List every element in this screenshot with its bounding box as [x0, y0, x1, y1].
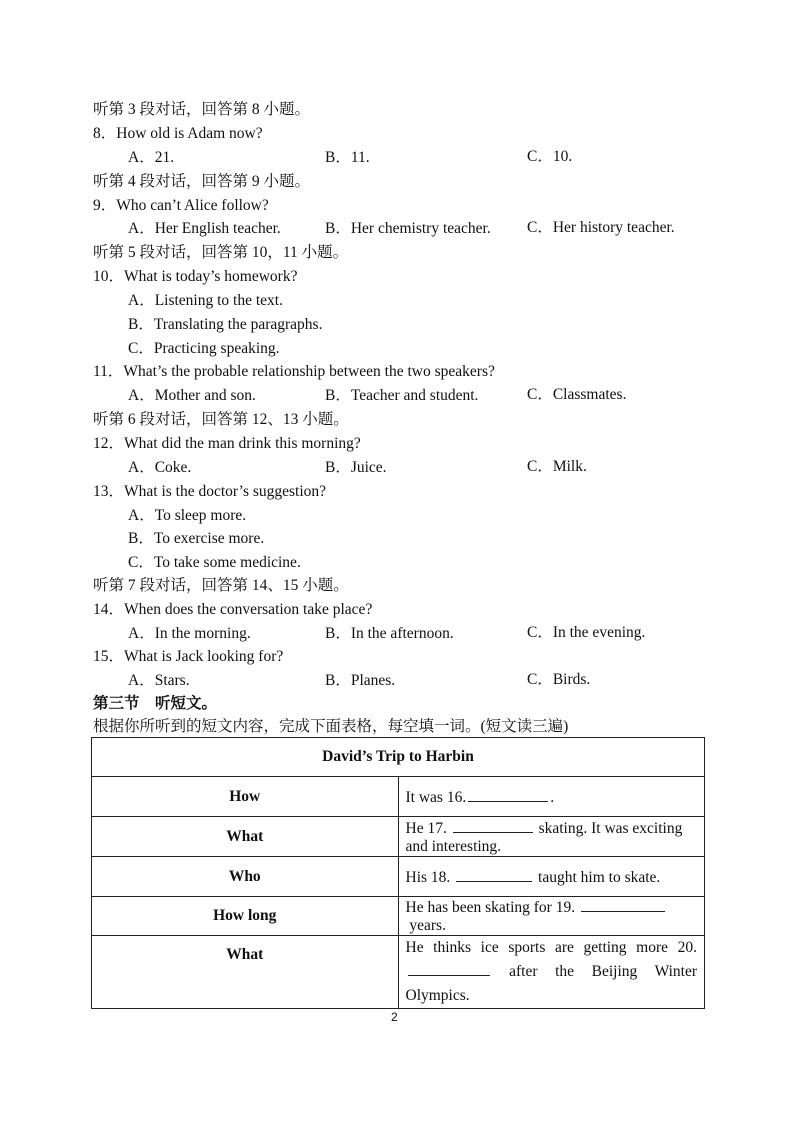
row-content: [398, 817, 705, 857]
row-label: Who: [92, 857, 399, 897]
q15-option-b: B．Planes.: [325, 672, 396, 689]
question-13: 13．What is the doctor’s suggestion?: [93, 483, 327, 500]
q12-option-a: A．Coke.: [128, 459, 192, 476]
row-content: [398, 777, 705, 817]
table-row: [92, 897, 705, 936]
answer-blank-16[interactable]: [468, 787, 548, 802]
q11-option-c: C．Classmates.: [527, 386, 627, 403]
question-15: 15．What is Jack looking for?: [93, 648, 284, 665]
dialogue-7-instruction: 听第 7 段对话，回答第 14、15 小题。: [93, 577, 349, 594]
row-label: How long: [92, 897, 399, 936]
row-content: [398, 897, 705, 936]
page-number: 2: [391, 1010, 398, 1024]
question-9: 9．Who can’t Alice follow?: [93, 197, 269, 214]
q14-option-b: B．In the afternoon.: [325, 625, 454, 642]
q10-option-c: C．Practicing speaking.: [128, 340, 280, 357]
dialogue-3-instruction: 听第 3 段对话，回答第 8 小题。: [93, 101, 311, 118]
q8-option-c: C．10.: [527, 148, 573, 165]
row-text-before: He thinks ice sports are getting more 20.: [405, 939, 697, 956]
q9-option-b: B．Her chemistry teacher.: [325, 220, 491, 237]
answer-blank-17[interactable]: [453, 818, 533, 833]
row-content: [398, 857, 705, 897]
table-row: [92, 857, 705, 897]
q14-option-c: C．In the evening.: [527, 624, 646, 641]
row-text-after: years.: [409, 917, 446, 934]
dialogue-4-instruction: 听第 4 段对话，回答第 9 小题。: [93, 173, 311, 190]
table-title: David’s Trip to Harbin: [92, 738, 705, 777]
row-text-after: after the Beijing Winter Olympics.: [405, 963, 697, 1004]
q15-option-a: A．Stars.: [128, 672, 190, 689]
q9-option-a: A．Her English teacher.: [128, 220, 281, 237]
q13-option-b: B．To exercise more.: [128, 530, 265, 547]
question-12: 12．What did the man drink this morning?: [93, 435, 361, 452]
q12-option-b: B．Juice.: [325, 459, 387, 476]
question-8: 8．How old is Adam now?: [93, 125, 263, 142]
question-14: 14．When does the conversation take place?: [93, 601, 373, 618]
q13-option-a: A．To sleep more.: [128, 507, 247, 524]
q14-option-a: A．In the morning.: [128, 625, 251, 642]
row-text-before: He has been skating for 19.: [405, 899, 576, 916]
table-row: [92, 817, 705, 857]
q8-option-b: B．11.: [325, 149, 370, 166]
q13-option-c: C．To take some medicine.: [128, 554, 301, 571]
q12-option-c: C．Milk.: [527, 458, 587, 475]
table-row: [92, 936, 705, 1009]
section-3-instructions: 根据你所听到的短文内容，完成下面表格，每空填一词。(短文读三遍): [93, 718, 569, 735]
q9-option-c: C．Her history teacher.: [527, 219, 675, 236]
answer-blank-20[interactable]: [408, 961, 490, 976]
row-text-after: skating. It was exciting and interesting.: [405, 819, 683, 855]
row-text-after: taught him to skate.: [538, 868, 661, 886]
trip-table: [91, 737, 705, 1009]
row-text-before: He 17.: [405, 819, 447, 837]
row-text-before: His 18.: [405, 868, 451, 886]
dialogue-6-instruction: 听第 6 段对话，回答第 12、13 小题。: [93, 411, 349, 428]
row-content: [398, 936, 705, 1009]
q8-option-a: A．21.: [128, 149, 175, 166]
table-row: [92, 777, 705, 817]
answer-blank-19[interactable]: [581, 897, 665, 912]
answer-blank-18[interactable]: [456, 867, 532, 882]
row-label: What: [92, 936, 399, 1009]
row-label: How: [92, 777, 399, 817]
q11-option-a: A．Mother and son.: [128, 387, 256, 404]
q11-option-b: B．Teacher and student.: [325, 387, 479, 404]
q10-option-a: A．Listening to the text.: [128, 292, 283, 309]
section-3-heading: 第三节 听短文。: [93, 695, 218, 712]
q15-option-c: C．Birds.: [527, 671, 591, 688]
q10-option-b: B．Translating the paragraphs.: [128, 316, 323, 333]
dialogue-5-instruction: 听第 5 段对话，回答第 10，11 小题。: [93, 244, 349, 261]
row-label: What: [92, 817, 399, 857]
row-text-after: .: [550, 788, 555, 806]
row-text-before: It was 16.: [405, 788, 467, 806]
question-11: 11．What’s the probable relationship between the two speakers?: [93, 363, 495, 380]
question-10: 10．What is today’s homework?: [93, 268, 298, 285]
